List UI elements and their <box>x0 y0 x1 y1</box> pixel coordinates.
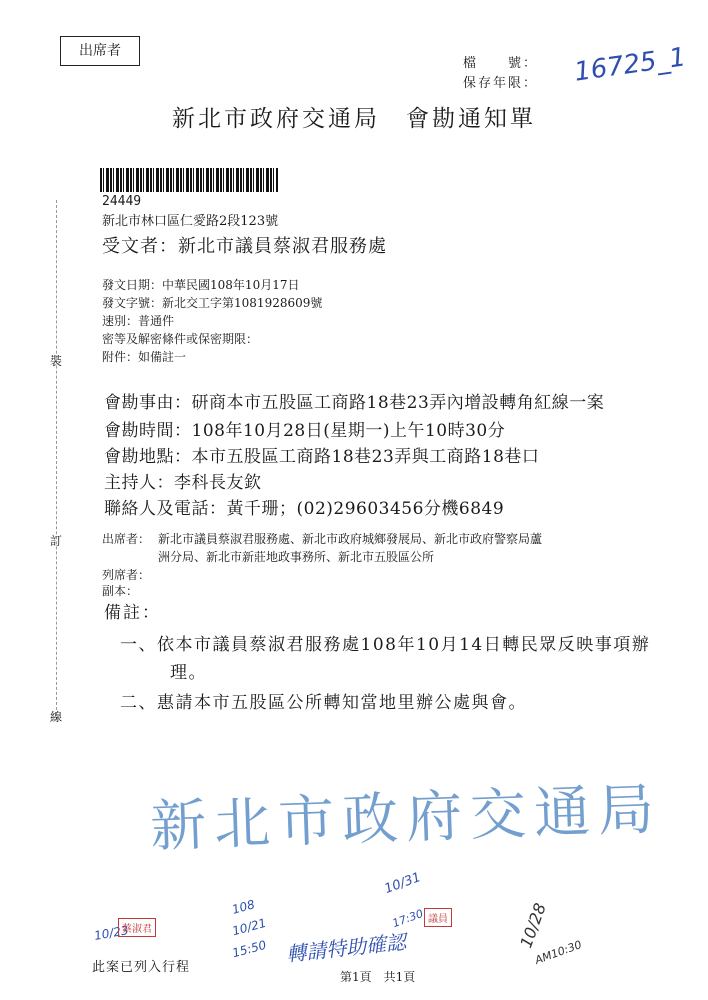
hand-note-mid-b: 10/21 <box>230 915 268 939</box>
binding-line <box>56 200 57 720</box>
red-stamp-left: 蔡淑君 <box>118 918 156 937</box>
contact: 聯絡人及電話：黃千珊；(02)29603456分機6849 <box>104 499 505 519</box>
observer-label: 列席者： <box>102 568 151 582</box>
side-mark-zhuang: 裝 <box>50 354 63 368</box>
remark-2: 二、惠請本市五股區公所轉知當地里辦公處與會。 <box>120 693 527 713</box>
remark-1a: 一、依本市議員蔡淑君服務處108年10月14日轉民眾反映事項辦 <box>120 635 651 655</box>
hand-note-left: 10/23 <box>93 923 130 943</box>
meta-ref-no: 發文字號：新北交工字第1081928609號 <box>102 296 323 310</box>
postal-code: 24449 <box>102 194 142 209</box>
attend-label: 出席者： <box>102 532 151 546</box>
copy-label: 副本： <box>102 584 139 598</box>
meta-confidential: 密等及解密條件或保密期限： <box>102 332 259 346</box>
host: 主持人：李科長友欽 <box>104 473 262 493</box>
file-no-label: 檔 號： <box>462 56 538 71</box>
subject: 會勘事由：研商本市五股區工商路18巷23弄內增設轉角紅線一案 <box>104 393 605 413</box>
hand-note-mid-c: 15:50 <box>230 937 268 961</box>
side-mark-xian: 線 <box>50 710 63 724</box>
address: 新北市林口區仁愛路2段123號 <box>102 214 279 229</box>
meta-date: 發文日期：中華民國108年10月17日 <box>102 278 300 292</box>
side-mark-ding: 訂 <box>50 534 63 548</box>
hand-note-far-b: AM10:30 <box>533 938 584 967</box>
meta-attachment: 附件：如備註一 <box>102 350 187 364</box>
inspection-place: 會勘地點：本市五股區工商路18巷23弄與工商路18巷口 <box>104 447 540 467</box>
file-meta <box>463 54 538 94</box>
retention-label: 保存年限： <box>462 76 538 91</box>
hand-note-far-a: 10/28 <box>516 900 550 951</box>
inspection-time: 會勘時間：108年10月28日(星期一)上午10時30分 <box>104 421 506 441</box>
red-stamp-right: 議員 <box>424 908 452 927</box>
remark-1b: 理。 <box>170 663 207 683</box>
barcode <box>100 168 278 192</box>
doc-title: 新北市政府交通局 會勘通知單 <box>172 106 536 132</box>
handwritten-file-no: 16725_1 <box>572 42 688 88</box>
footer-note: 此案已列入行程 <box>92 960 191 975</box>
hand-note-mid-a: 108 <box>230 897 257 917</box>
agency-seal: 新北市政府交通局 <box>149 777 664 860</box>
recipient: 受文者：新北市議員蔡淑君服務處 <box>102 236 387 257</box>
attendee-box: 出席者 <box>60 36 140 66</box>
page-number: 第1頁 共1頁 <box>340 970 416 984</box>
meta-speed: 速別：普通件 <box>102 314 175 328</box>
attend-line-1: 新北市議員蔡淑君服務處、新北市政府城鄉發展局、新北市政府警察局蘆 <box>158 532 543 546</box>
hand-note-right-a: 10/31 <box>382 870 423 897</box>
attend-line-2: 洲分局、新北市新莊地政事務所、新北市五股區公所 <box>158 550 435 564</box>
remarks-title: 備註： <box>104 603 161 623</box>
hand-note-right-b: 17:30 <box>390 906 425 931</box>
hand-note-center: 轉請特助確認 <box>285 929 408 967</box>
